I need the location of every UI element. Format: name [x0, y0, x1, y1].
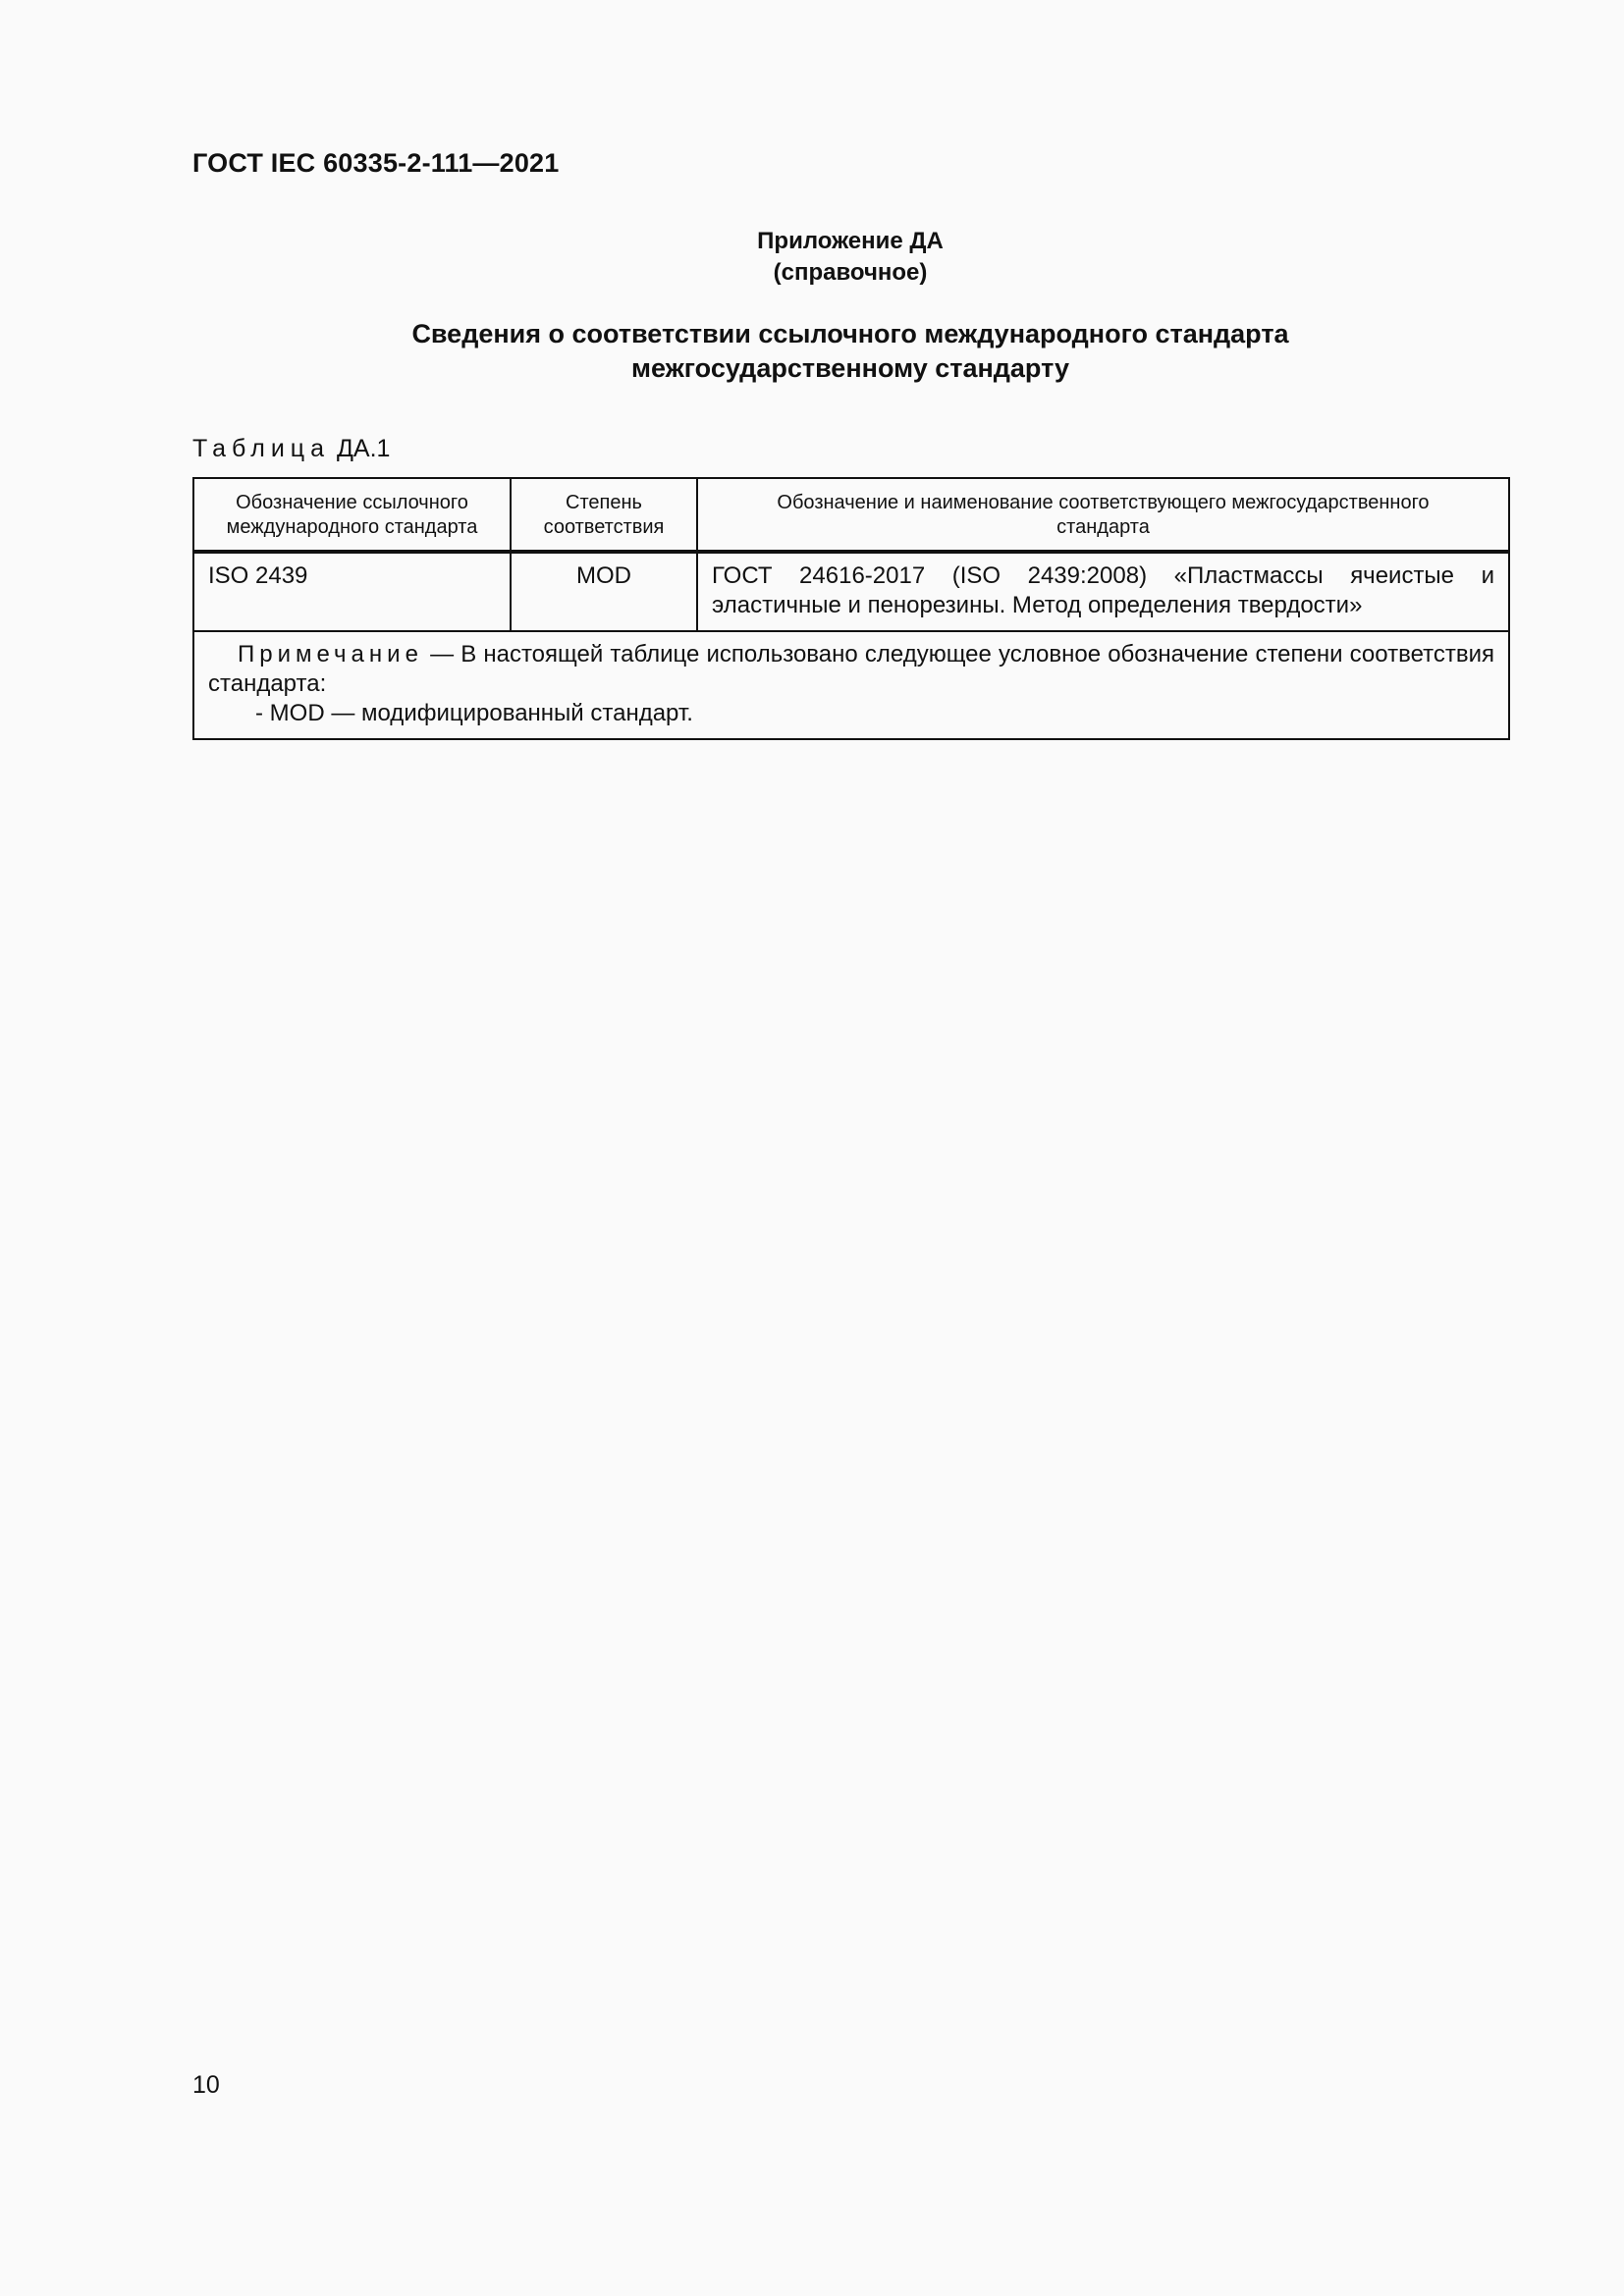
- header-reference-standard: Обозначение ссылочного международного стандарта: [193, 478, 511, 552]
- correspondence-table: [192, 477, 1510, 740]
- note-label: Примечание: [238, 641, 423, 667]
- cell-reference-standard: ISO 2439: [193, 552, 511, 631]
- document-header: ГОСТ IEC 60335-2-111—2021: [192, 148, 560, 178]
- table-caption-number: ДА.1: [336, 435, 391, 462]
- table-header-row: [193, 478, 1509, 552]
- appendix-status: (справочное): [773, 259, 928, 286]
- header-degree-of-correspondence: Степень соответствия: [511, 478, 697, 552]
- note-list-item: - MOD — модифицированный стандарт.: [255, 700, 693, 726]
- section-title-line-2: межгосударственному стандарту: [631, 353, 1069, 383]
- table-caption: [192, 435, 390, 463]
- section-title: [192, 317, 1508, 386]
- table-caption-label: Таблица: [192, 435, 331, 462]
- section-title-line-1: Сведения о соответствии ссылочного международного стандарта: [411, 319, 1289, 348]
- page-number: 10: [192, 2071, 220, 2099]
- header-interstate-standard: Обозначение и наименование соответствующего межгосударственного стандарта: [697, 478, 1509, 552]
- note-body: — В настоящей таблице использовано следующее условное обозначение степени соответствия стандарта:: [208, 641, 1494, 697]
- appendix-heading: [192, 226, 1508, 289]
- note-text: [208, 640, 1494, 699]
- table-note: [193, 631, 1509, 739]
- table-note-row: [193, 631, 1509, 739]
- cell-interstate-standard: ГОСТ 24616-2017 (ISO 2439:2008) «Пластмассы ячеистые и эластичные и пенорезины. Метод определения твердости»: [697, 552, 1509, 631]
- appendix-title: Приложение ДА: [757, 228, 944, 254]
- cell-degree: MOD: [511, 552, 697, 631]
- table-row: [193, 552, 1509, 631]
